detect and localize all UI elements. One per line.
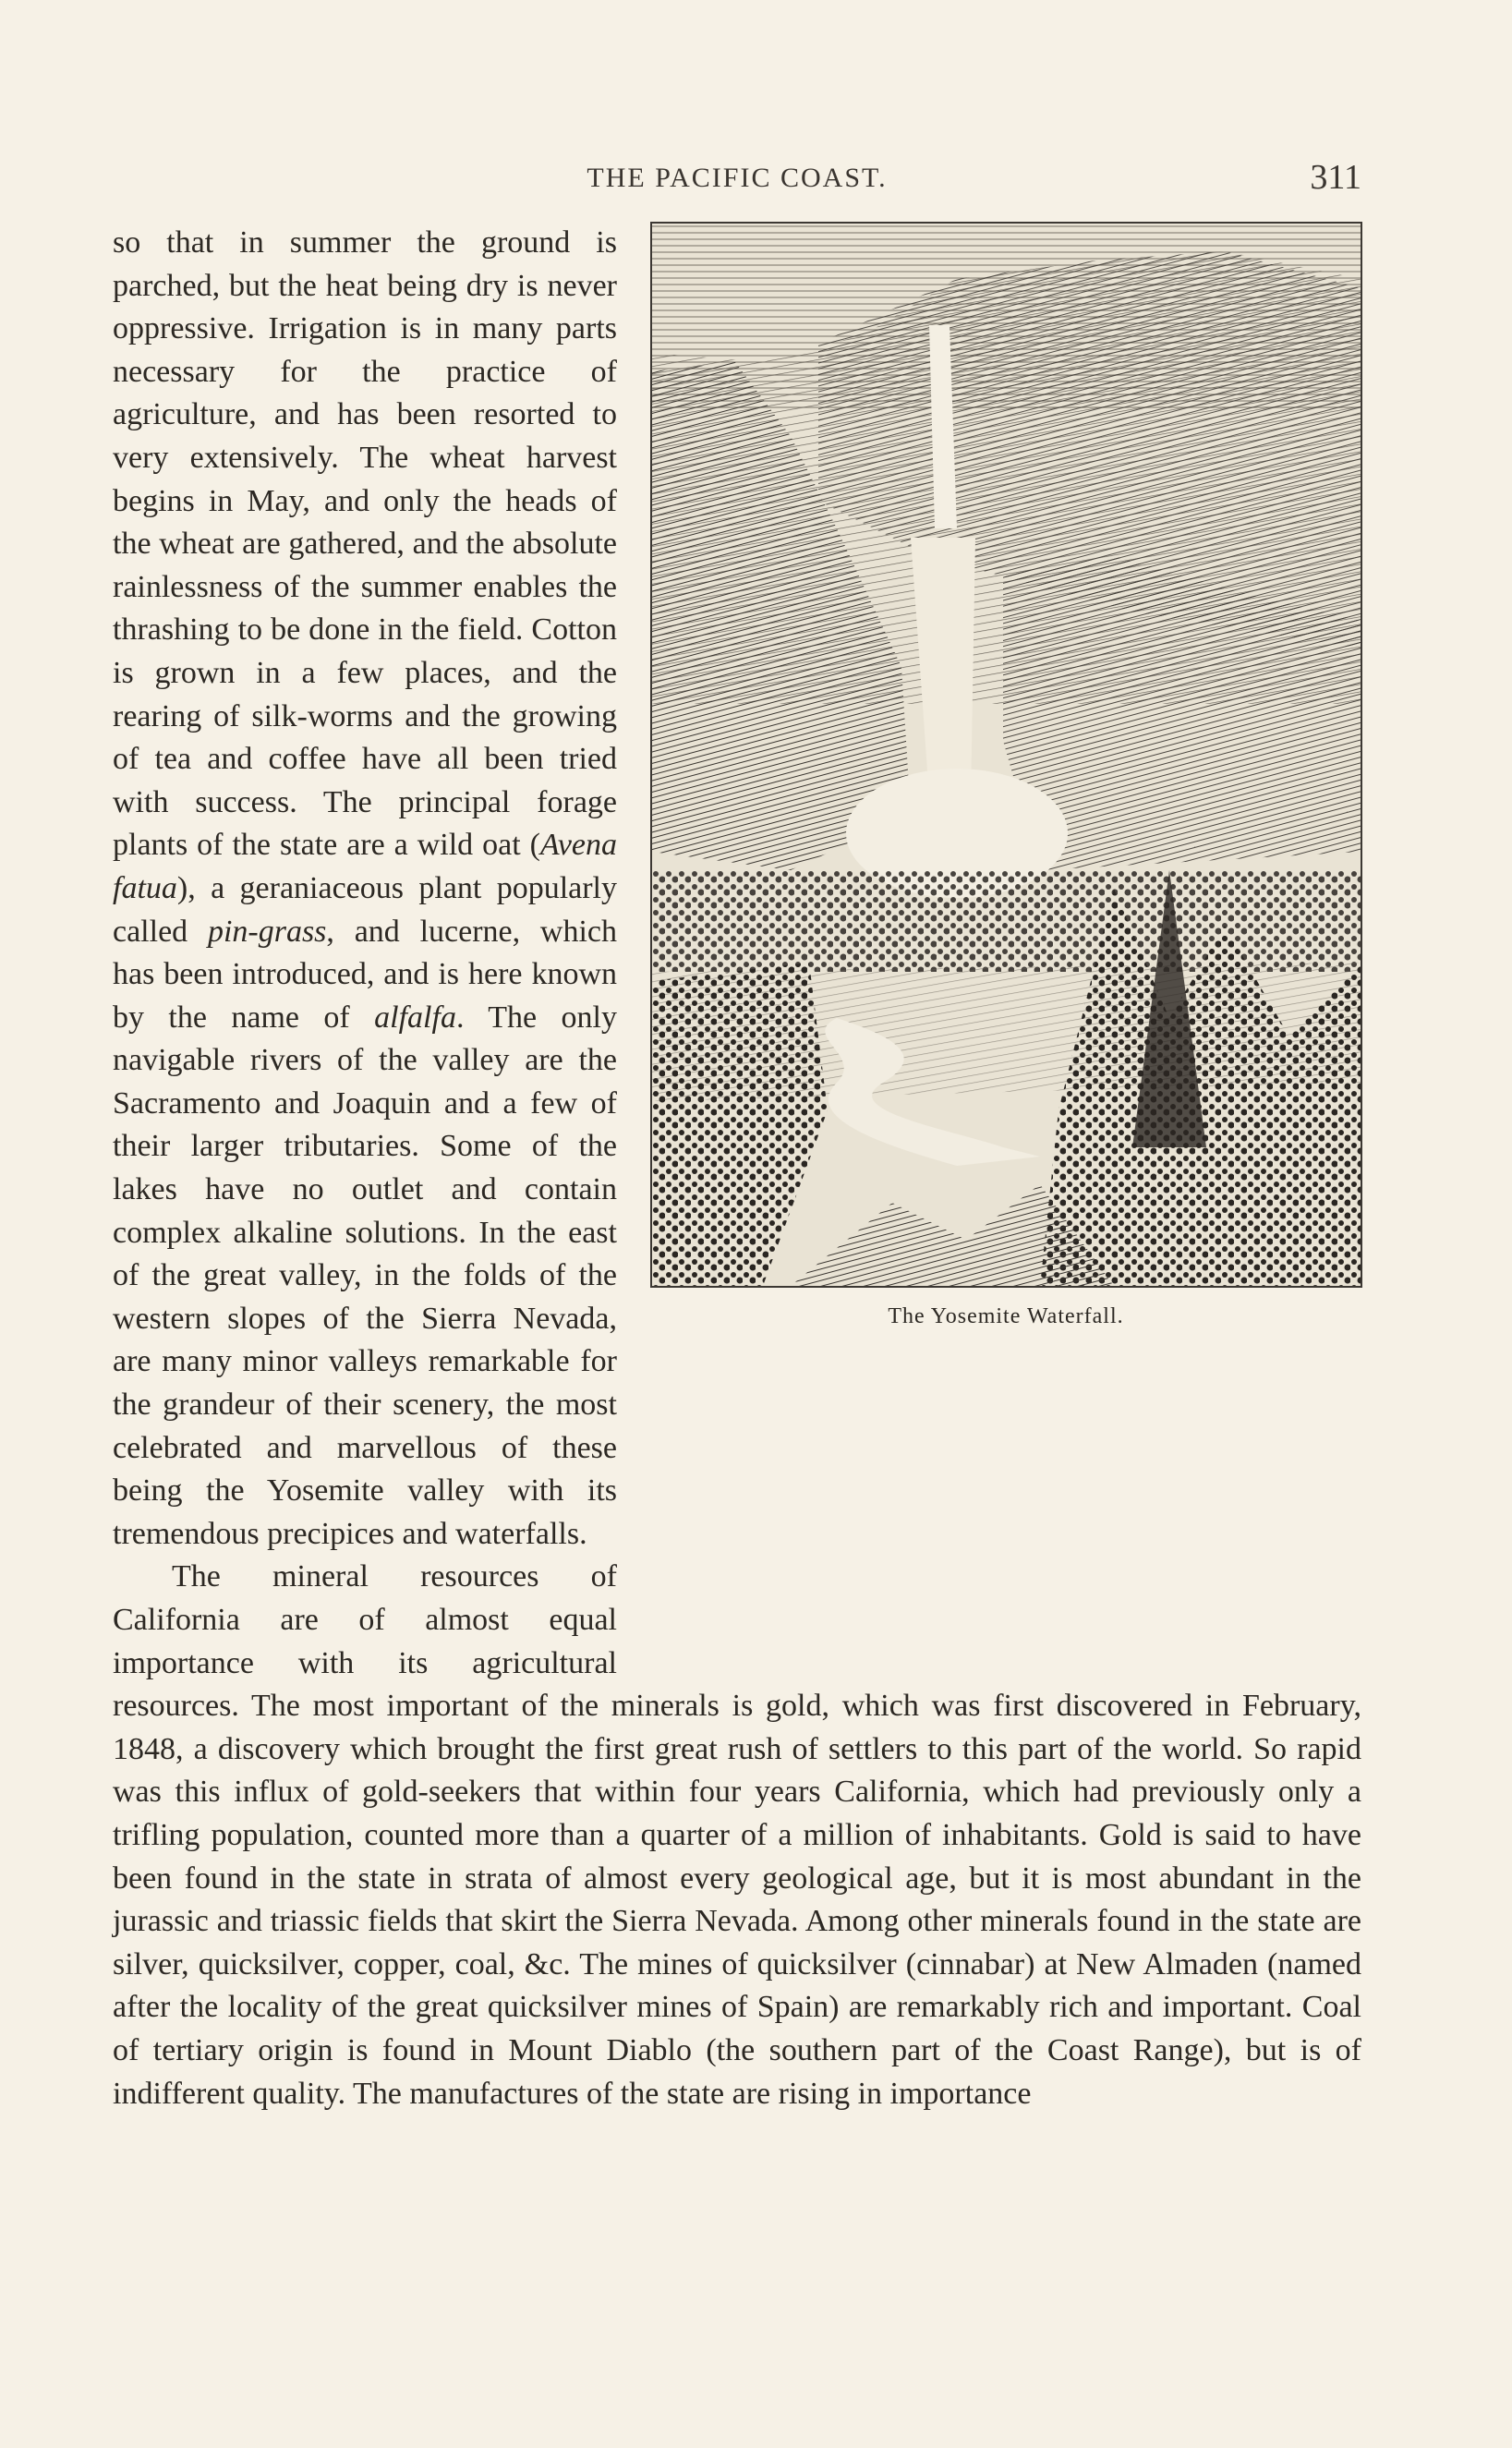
paragraph-1-text-a: so that in summer the ground is parched, but the heat being dry is never oppressive. Irrigation is in many parts necessary for the practice of agriculture, and has been resorted to very extensively. The wheat harvest begins in May, and only the heads of the wheat are gathered, and the absolute rainlessness of the summer enables the thrashing to be done in the field. Cotton is grown in a few places, and the rearing of silk-worms and the growing of tea and coffee have all been tried with success. The principal forage plants of the state are a wild oat ( (113, 225, 617, 863)
page-number: 311 (1310, 158, 1361, 197)
engraving-illustration (650, 222, 1362, 1288)
body-text (113, 222, 1361, 2115)
paragraph-1-text-b: ), a geraniaceous plant popularly called (113, 870, 617, 949)
paragraph-1-text-d: . The only navigable rivers of the valley are the Sacramento and Joaquin and a few of their larger tributaries. Some of the lakes have no outlet and contain complex alkaline solutions. In the east of the great valley, in the folds of the western slopes of the Sierra Nevada, are many minor valleys remarkable for the grandeur of their scenery, the most celebrated and marvellous of these being the Yosemite valley with its tremendous precipices and waterfalls. (113, 1000, 617, 1551)
figure-caption: The Yosemite Waterfall. (888, 1304, 1124, 1328)
paragraph-2-text: The mineral resources of California are of almost equal importance with its agricultural resources. The most important of the minerals is gold, which was first discovered in February, 1848, a discovery which brought the first great rush of settlers to this part of the world. So rapid was this influx of gold-seekers that within four years California, which had previously only a trifling population, counted more than a quarter of a million of inhabitants. Gold is said to have been found in the state in strata of almost every geological age, but it is most abundant in the jurassic and triassic fields that skirt the Sierra Nevada. Among other minerals found in the state are silver, quicksilver, copper, coal, &c. The mines of quicksilver (cinnabar) at New Almaden (named after the locality of the great quicksilver mines of Spain) are remarkably rich and important. Coal of tertiary origin is found in Mount Diablo (the southern part of the Coast Range), but is of indifferent quality. The manufactures of the state are rising in importance (113, 1559, 1361, 2111)
italic-alfalfa: alfalfa (374, 1000, 456, 1035)
italic-avena-fatua: Avena fatua (113, 828, 617, 905)
page-header (113, 157, 1361, 203)
running-head: THE PACIFIC COAST. (587, 163, 888, 193)
paragraph-1-text-c: , and lucerne, which has been introduced, and is here known by the name of (113, 914, 617, 1035)
italic-pin-grass: pin-grass (207, 914, 327, 949)
figure-yosemite-waterfall (650, 222, 1361, 1678)
